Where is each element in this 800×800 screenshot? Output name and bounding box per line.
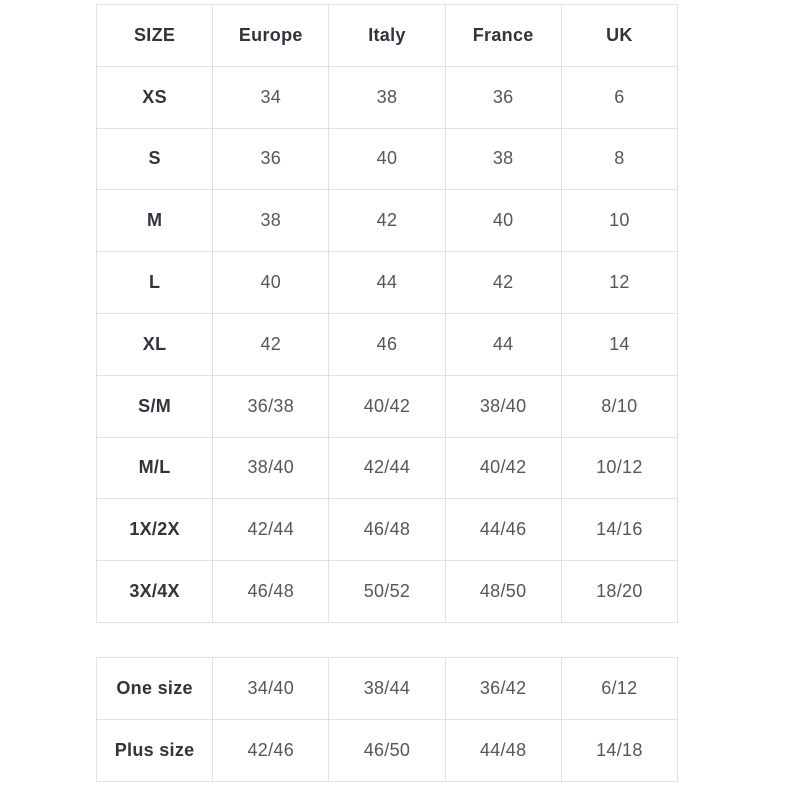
- table-row: [97, 499, 678, 561]
- value-cell: 6/12: [561, 657, 677, 719]
- size-cell: M/L: [97, 437, 213, 499]
- header-cell-france: France: [445, 5, 561, 67]
- size-cell: 1X/2X: [97, 499, 213, 561]
- size-cell: XS: [97, 66, 213, 128]
- value-cell: 38/44: [329, 657, 445, 719]
- value-cell: 40: [445, 190, 561, 252]
- size-cell: S/M: [97, 375, 213, 437]
- table-body: [97, 66, 678, 622]
- table-row: [97, 657, 678, 719]
- value-cell: 42/44: [213, 499, 329, 561]
- value-cell: 46: [329, 313, 445, 375]
- size-cell: Plus size: [97, 719, 213, 781]
- value-cell: 42: [329, 190, 445, 252]
- table-row: [97, 719, 678, 781]
- value-cell: 14/16: [561, 499, 677, 561]
- header-row: [97, 5, 678, 67]
- size-cell: One size: [97, 657, 213, 719]
- value-cell: 38: [213, 190, 329, 252]
- header-cell-size: SIZE: [97, 5, 213, 67]
- table-row: [97, 375, 678, 437]
- header-cell-italy: Italy: [329, 5, 445, 67]
- table-body: [97, 657, 678, 781]
- value-cell: 34/40: [213, 657, 329, 719]
- value-cell: 44: [445, 313, 561, 375]
- table-row: [97, 313, 678, 375]
- value-cell: 38: [329, 66, 445, 128]
- size-conversion-tables: [96, 4, 678, 782]
- value-cell: 50/52: [329, 561, 445, 623]
- value-cell: 40/42: [445, 437, 561, 499]
- value-cell: 8: [561, 128, 677, 190]
- value-cell: 40: [329, 128, 445, 190]
- value-cell: 44/48: [445, 719, 561, 781]
- size-conversion-table: [96, 4, 678, 623]
- size-cell: XL: [97, 313, 213, 375]
- value-cell: 14/18: [561, 719, 677, 781]
- special-size-table: [96, 657, 678, 782]
- value-cell: 42/44: [329, 437, 445, 499]
- value-cell: 46/50: [329, 719, 445, 781]
- value-cell: 12: [561, 252, 677, 314]
- value-cell: 14: [561, 313, 677, 375]
- table-row: [97, 190, 678, 252]
- size-cell: 3X/4X: [97, 561, 213, 623]
- header-cell-uk: UK: [561, 5, 677, 67]
- value-cell: 44/46: [445, 499, 561, 561]
- value-cell: 40/42: [329, 375, 445, 437]
- value-cell: 36/38: [213, 375, 329, 437]
- value-cell: 48/50: [445, 561, 561, 623]
- value-cell: 8/10: [561, 375, 677, 437]
- value-cell: 38/40: [445, 375, 561, 437]
- table-row: [97, 437, 678, 499]
- size-cell: L: [97, 252, 213, 314]
- value-cell: 10/12: [561, 437, 677, 499]
- table-row: [97, 561, 678, 623]
- value-cell: 10: [561, 190, 677, 252]
- value-cell: 36: [445, 66, 561, 128]
- table-header: [97, 5, 678, 67]
- value-cell: 18/20: [561, 561, 677, 623]
- value-cell: 6: [561, 66, 677, 128]
- value-cell: 46/48: [213, 561, 329, 623]
- value-cell: 42/46: [213, 719, 329, 781]
- value-cell: 36: [213, 128, 329, 190]
- value-cell: 38/40: [213, 437, 329, 499]
- table-row: [97, 66, 678, 128]
- value-cell: 46/48: [329, 499, 445, 561]
- value-cell: 42: [213, 313, 329, 375]
- value-cell: 44: [329, 252, 445, 314]
- value-cell: 42: [445, 252, 561, 314]
- value-cell: 34: [213, 66, 329, 128]
- header-cell-europe: Europe: [213, 5, 329, 67]
- size-cell: M: [97, 190, 213, 252]
- table-row: [97, 252, 678, 314]
- table-row: [97, 128, 678, 190]
- size-cell: S: [97, 128, 213, 190]
- value-cell: 38: [445, 128, 561, 190]
- value-cell: 40: [213, 252, 329, 314]
- value-cell: 36/42: [445, 657, 561, 719]
